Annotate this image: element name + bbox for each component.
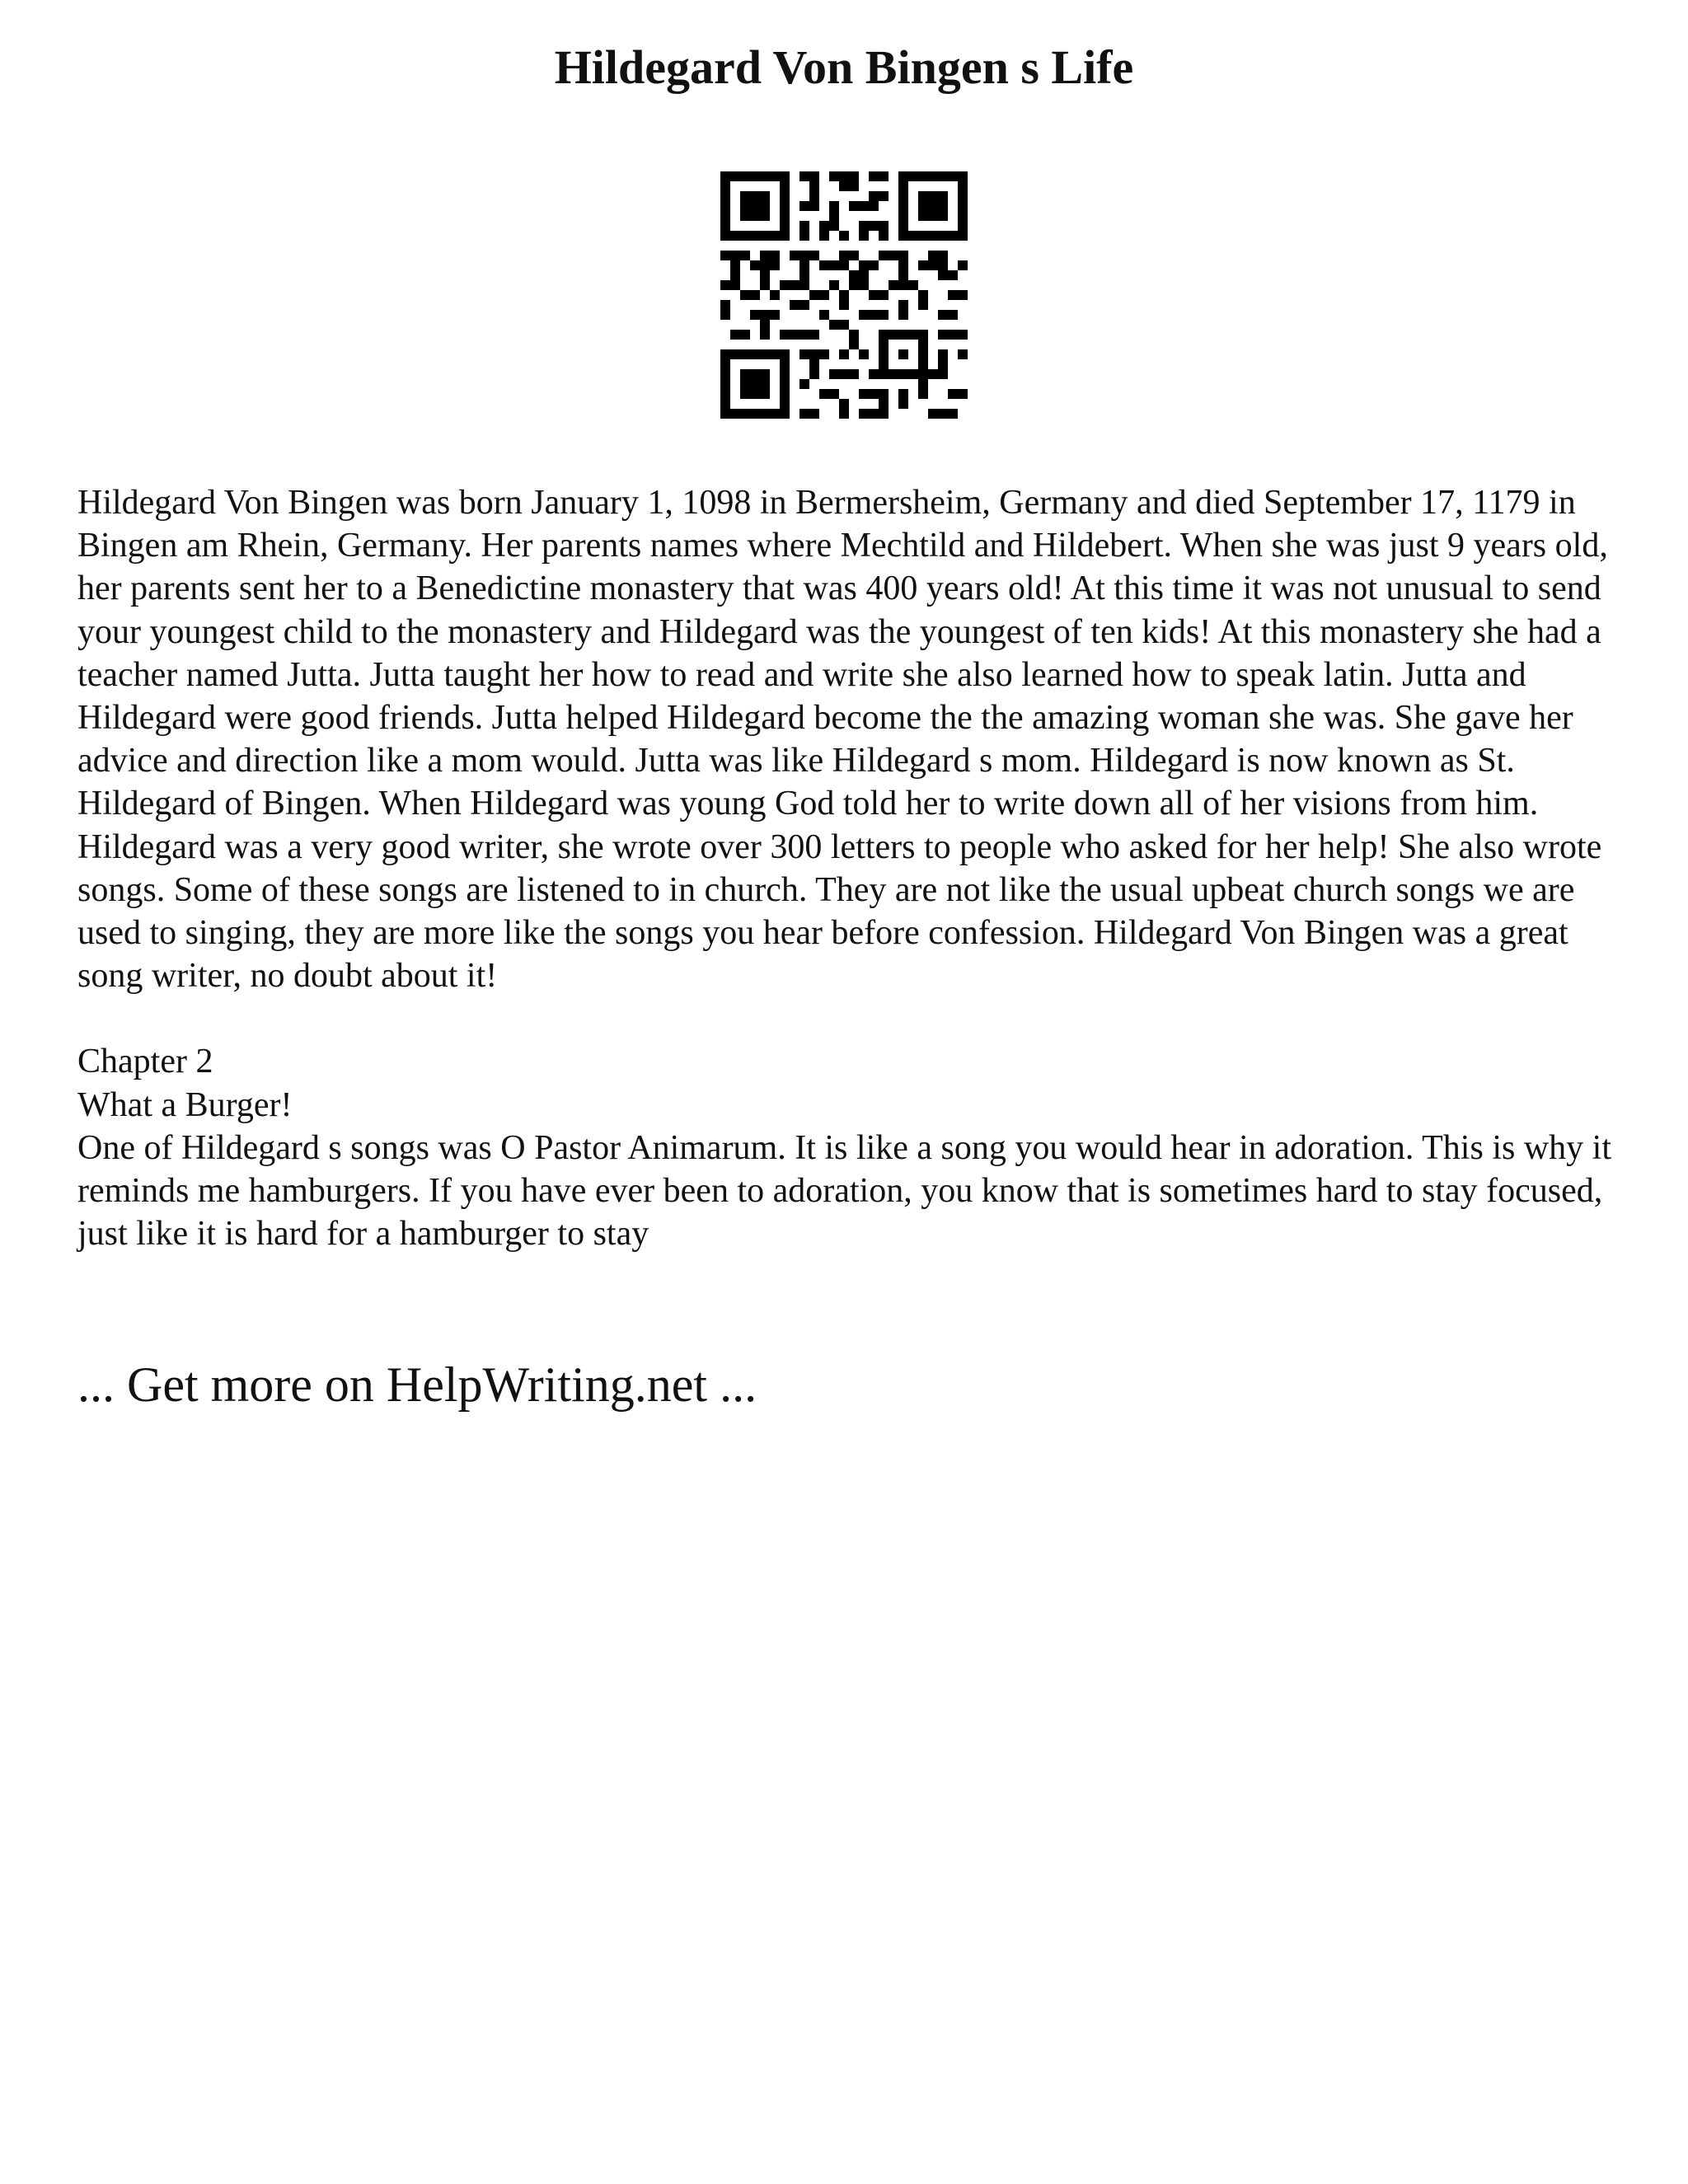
get-more-link[interactable]: ... Get more on HelpWriting.net ... — [77, 1357, 757, 1412]
document-body — [77, 481, 1619, 1255]
chapter-label: Chapter 2 — [77, 1043, 213, 1081]
qr-code-icon — [720, 171, 968, 419]
paragraph-chapter-2: One of Hildegard s songs was O Pastor Animarum. It is like a song you would hear in adoration. This is why it reminds me hamburgers. If you have ever been to adoration, you know that is sometimes hard to stay focused, just like it is hard for a hamburger to stay — [77, 1128, 1612, 1254]
document-title: Hildegard Von Bingen s Life — [554, 40, 1134, 94]
chapter-title: What a Burger! — [77, 1085, 293, 1124]
paragraph-biography: Hildegard Von Bingen was born January 1, 1098 in Bermersheim, Germany and died September 17, 1179 in Bingen am Rhein, Germany. Her parents names where Mechtild and Hildebert. When she was just 9 years old, her parents sent her to a Benedictine monastery that was 400 years old! At this time it was not unusual to send your youngest child to the monastery and Hildegard was the youngest of ten kids! At this monastery she had a teacher named Jutta. Jutta taught her how to read and write she also learned how to speak latin. Jutta and Hildegard were good friends. Jutta helped Hildegard become the the amazing woman she was. She gave her advice and direction like a mom would. Jutta was like Hildegard s mom. Hildegard is now known as St. Hildegard of Bingen. When Hildegard was young God told her to write down all of her visions from him. Hildegard was a very good writer, she wrote over 300 letters to people who asked for her help! She also wrote songs. Some of these songs are listened to in church. They are not like the usual upbeat church songs we are used to singing, they are more like the songs you hear before confession. Hildegard Von Bingen was a great song writer, no doubt about it! — [77, 484, 1608, 996]
paragraph-spacer — [77, 997, 1619, 1040]
